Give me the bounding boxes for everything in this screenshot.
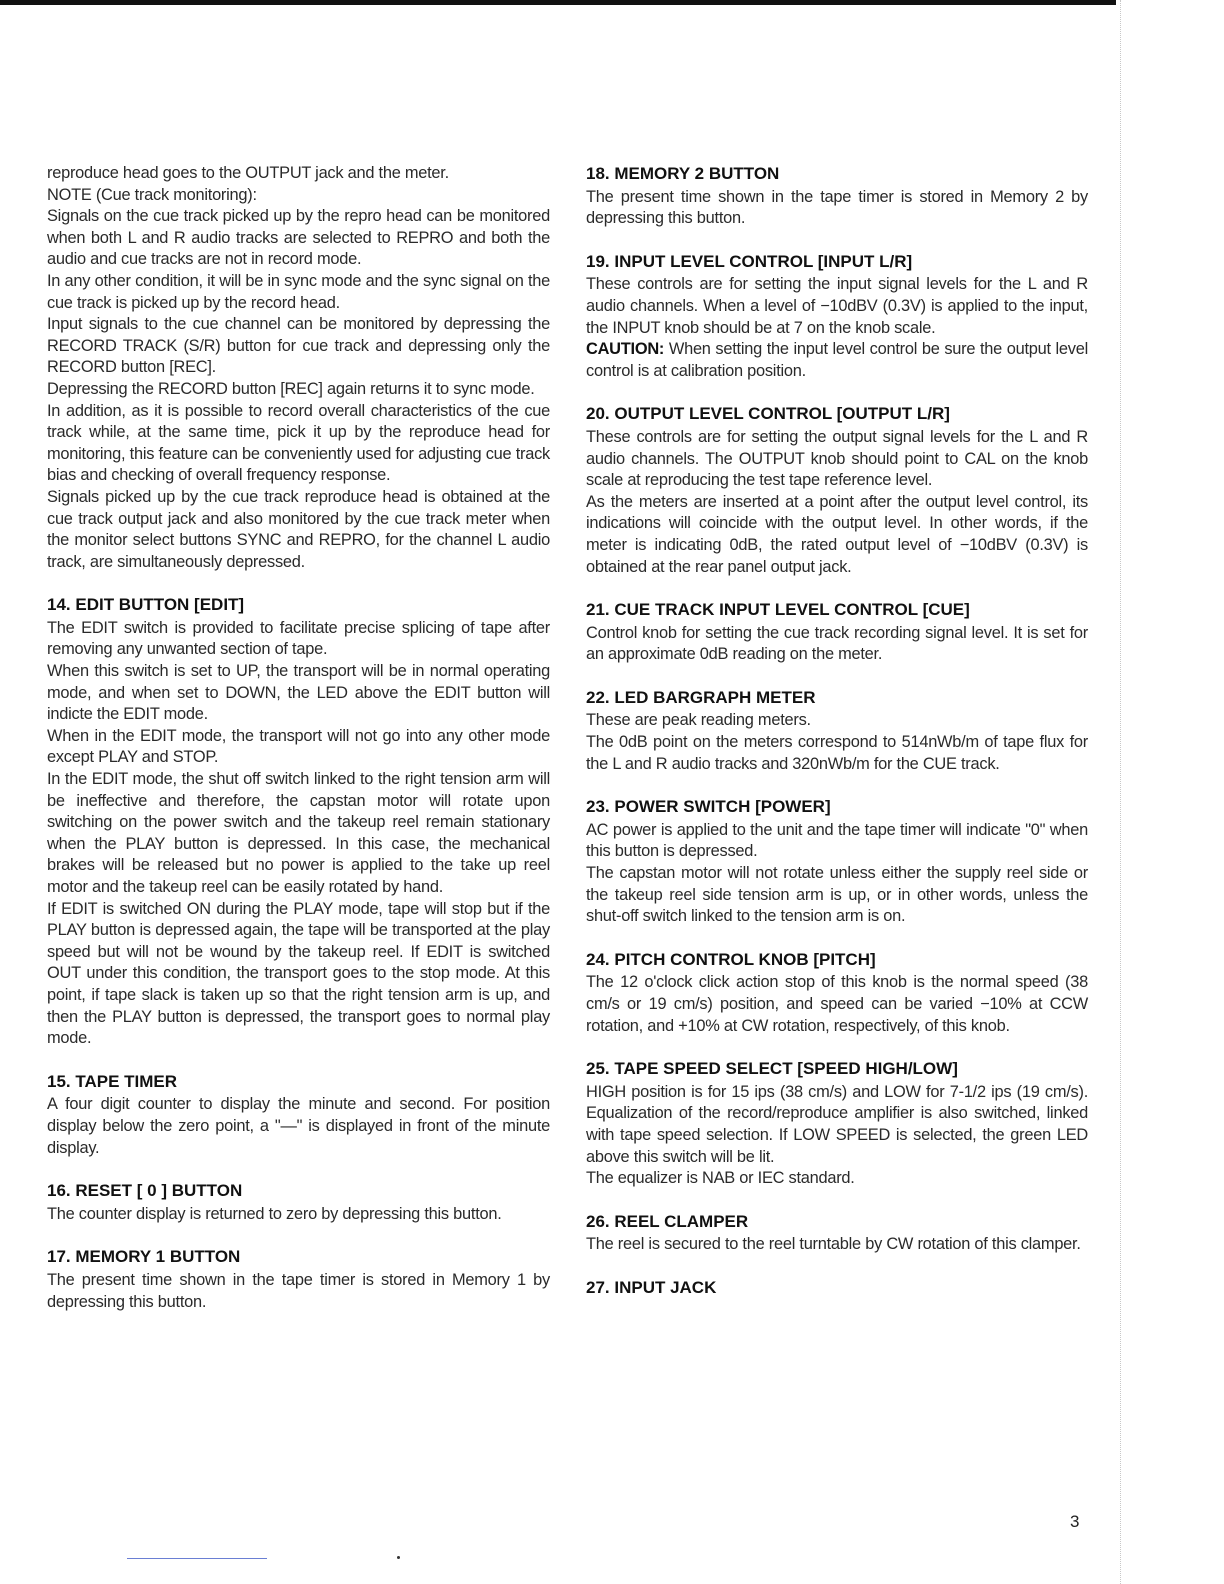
- paragraph: These controls are for setting the output signal levels for the L and R audio channels. The OUTPUT knob should point to CAL on the knob scale at reproducing the test tape reference level.: [586, 427, 1088, 490]
- paragraph: The 0dB point on the meters correspond to 514nWb/m of tape flux for the L and R audio tracks and 320nWb/m for the CUE track.: [586, 733, 1088, 773]
- caution-text: When setting the input level control be sure the output level control is at calibration position.: [586, 340, 1088, 380]
- top-border-rule: [0, 0, 1116, 5]
- paragraph: In any other condition, it will be in sync mode and the sync signal on the cue track is picked up by the record head.: [47, 271, 550, 312]
- section-heading: 25. TAPE SPEED SELECT [SPEED HIGH/LOW]: [586, 1059, 958, 1079]
- paragraph: Control knob for setting the cue track recording signal level. It is set for an approximate 0dB reading on the meter.: [586, 623, 1088, 664]
- section-heading: 19. INPUT LEVEL CONTROL [INPUT L/R]: [586, 251, 913, 271]
- section-heading: 26. REEL CLAMPER: [586, 1211, 749, 1231]
- section-heading: 16. RESET [ 0 ] BUTTON: [47, 1181, 243, 1201]
- section-heading: 14. EDIT BUTTON [EDIT]: [47, 595, 245, 615]
- page-number: 3: [1070, 1512, 1080, 1531]
- paragraph: In addition, as it is possible to record overall characteristics of the cue track while, at the same time, pick it up by the reproduce head for monitoring, this feature can be conveniently used for adjusting cue track bias and checking of overall frequency response.: [47, 401, 550, 485]
- paragraph: If EDIT is switched ON during the PLAY mode, tape will stop but if the PLAY button is depressed again, the tape will be transported at the play speed but will not be wound by the takeup reel. If EDIT is switched OUT under this condition, the transport goes to the stop mode. At this point, if tape slack is taken up so that the right tension arm is up, and then the PLAY button is depressed, the transport goes to normal play mode.: [47, 899, 550, 1048]
- paragraph: The capstan motor will not rotate unless either the supply reel side or the takeup reel side tension arm is up, or in other words, unless the shut-off switch linked to the tension arm is on.: [586, 864, 1088, 926]
- paragraph: When in the EDIT mode, the transport will not go into any other mode except PLAY and STOP.: [47, 726, 550, 767]
- caution-note: [586, 339, 1088, 382]
- paragraph: The present time shown in the tape timer is stored in Memory 1 by depressing this button.: [47, 1270, 550, 1311]
- section-heading: 17. MEMORY 1 BUTTON: [47, 1247, 241, 1267]
- left-column: [47, 163, 550, 1334]
- section-23-power-switch: [586, 796, 1088, 928]
- section-heading: 27. INPUT JACK: [586, 1277, 717, 1297]
- paragraph: A four digit counter to display the minute and second. For position display below the zero point, a "—" is displayed in front of the minute display.: [47, 1095, 550, 1157]
- section-25-tape-speed-select: [586, 1058, 1088, 1190]
- section-heading: 23. POWER SWITCH [POWER]: [586, 797, 831, 817]
- section-heading: 24. PITCH CONTROL KNOB [PITCH]: [586, 949, 876, 969]
- note-heading: NOTE (Cue track monitoring):: [47, 185, 257, 204]
- paragraph: In the EDIT mode, the shut off switch linked to the right tension arm will be ineffective and therefore, the capstan motor will rotate upon switching on the power switch and the takeup reel remain stationary when the PLAY button is depressed. In this case, the mechanical brakes will be released but no power is applied to the take up reel motor and the takeup reel can be easily rotated by hand.: [47, 770, 550, 896]
- section-heading: 20. OUTPUT LEVEL CONTROL [OUTPUT L/R]: [586, 404, 950, 424]
- section-15-tape-timer: [47, 1071, 550, 1159]
- paragraph: The 12 o'clock click action stop of this knob is the normal speed (38 cm/s or 19 cm/s) position, and speed can be varied −10% at CCW rotation, and +10% at CW rotation, respectively, of this knob.: [586, 973, 1088, 1035]
- section-20-output-level-control: [586, 403, 1088, 578]
- section-cue-monitoring: [47, 163, 550, 573]
- paragraph: The equalizer is NAB or IEC standard.: [586, 1169, 855, 1188]
- paragraph: The counter display is returned to zero by depressing this button.: [47, 1204, 502, 1223]
- section-24-pitch-control-knob: [586, 949, 1088, 1037]
- section-26-reel-clamper: [586, 1211, 1088, 1256]
- section-18-memory-2-button: [586, 163, 1088, 230]
- footer-dot: [397, 1556, 400, 1559]
- paragraph: reproduce head goes to the OUTPUT jack and the meter.: [47, 164, 449, 182]
- paragraph: These controls are for setting the input signal levels for the L and R audio channels. When a level of −10dBV (0.3V) is applied to the input, the INPUT knob should be at 7 on the knob scale.: [586, 275, 1088, 337]
- paragraph: Signals picked up by the cue track reproduce head is obtained at the cue track output jack and also monitored by the cue track meter when the monitor select buttons SYNC and REPRO, for the channel L audio track, are simultaneously depressed.: [47, 487, 550, 571]
- paragraph: HIGH position is for 15 ips (38 cm/s) and LOW for 7-1/2 ips (19 cm/s). Equalization of the record/reproduce amplifier is also switched, linked with tape speed selection. If LOW SPEED is selected, the green LED above this switch will be lit.: [586, 1082, 1088, 1166]
- section-heading: 21. CUE TRACK INPUT LEVEL CONTROL [CUE]: [586, 600, 970, 620]
- paragraph: AC power is applied to the unit and the tape timer will indicate "0" when this button is depressed.: [586, 820, 1088, 861]
- paragraph: When this switch is set to UP, the transport will be in normal operating mode, and when set to DOWN, the LED above the EDIT button will indicte the EDIT mode.: [47, 662, 550, 724]
- right-column: [586, 163, 1088, 1320]
- paragraph: Signals on the cue track picked up by the repro head can be monitored when both L and R audio tracks are selected to REPRO and both the audio and cue tracks are not in record mode.: [47, 207, 550, 269]
- section-22-led-bargraph-meter: [586, 687, 1088, 775]
- section-19-input-level-control: [586, 251, 1088, 383]
- paragraph: The EDIT switch is provided to facilitate precise splicing of tape after removing any unwanted section of tape.: [47, 618, 550, 659]
- footer-blue-rule: [127, 1558, 267, 1559]
- section-heading: 22. LED BARGRAPH METER: [586, 687, 816, 707]
- page-edge-dotted-line: [1120, 0, 1121, 1584]
- caution-label: CAUTION:: [586, 340, 665, 359]
- section-14-edit-button: [47, 594, 550, 1049]
- paragraph: As the meters are inserted at a point after the output level control, its indications will coincide with the output level. In other words, if the meter is indicating 0dB, the rated output level of −10dBV (0.3V) is obtained at the rear panel output jack.: [586, 492, 1088, 576]
- section-16-reset-button: [47, 1180, 550, 1225]
- paragraph: These are peak reading meters.: [586, 711, 811, 730]
- paragraph: The present time shown in the tape timer is stored in Memory 2 by depressing this button.: [586, 187, 1088, 228]
- paragraph: Input signals to the cue channel can be monitored by depressing the RECORD TRACK (S/R) button for cue track and depressing only the RECORD button [REC].: [47, 315, 550, 377]
- paragraph: Depressing the RECORD button [REC] again returns it to sync mode.: [47, 379, 535, 398]
- section-heading: 18. MEMORY 2 BUTTON: [586, 164, 780, 183]
- section-17-memory-1-button: [47, 1246, 550, 1313]
- section-21-cue-track-input-level: [586, 599, 1088, 666]
- paragraph: The reel is secured to the reel turntable by CW rotation of this clamper.: [586, 1235, 1081, 1254]
- section-heading: 15. TAPE TIMER: [47, 1071, 178, 1091]
- section-27-input-jack: [586, 1277, 1088, 1299]
